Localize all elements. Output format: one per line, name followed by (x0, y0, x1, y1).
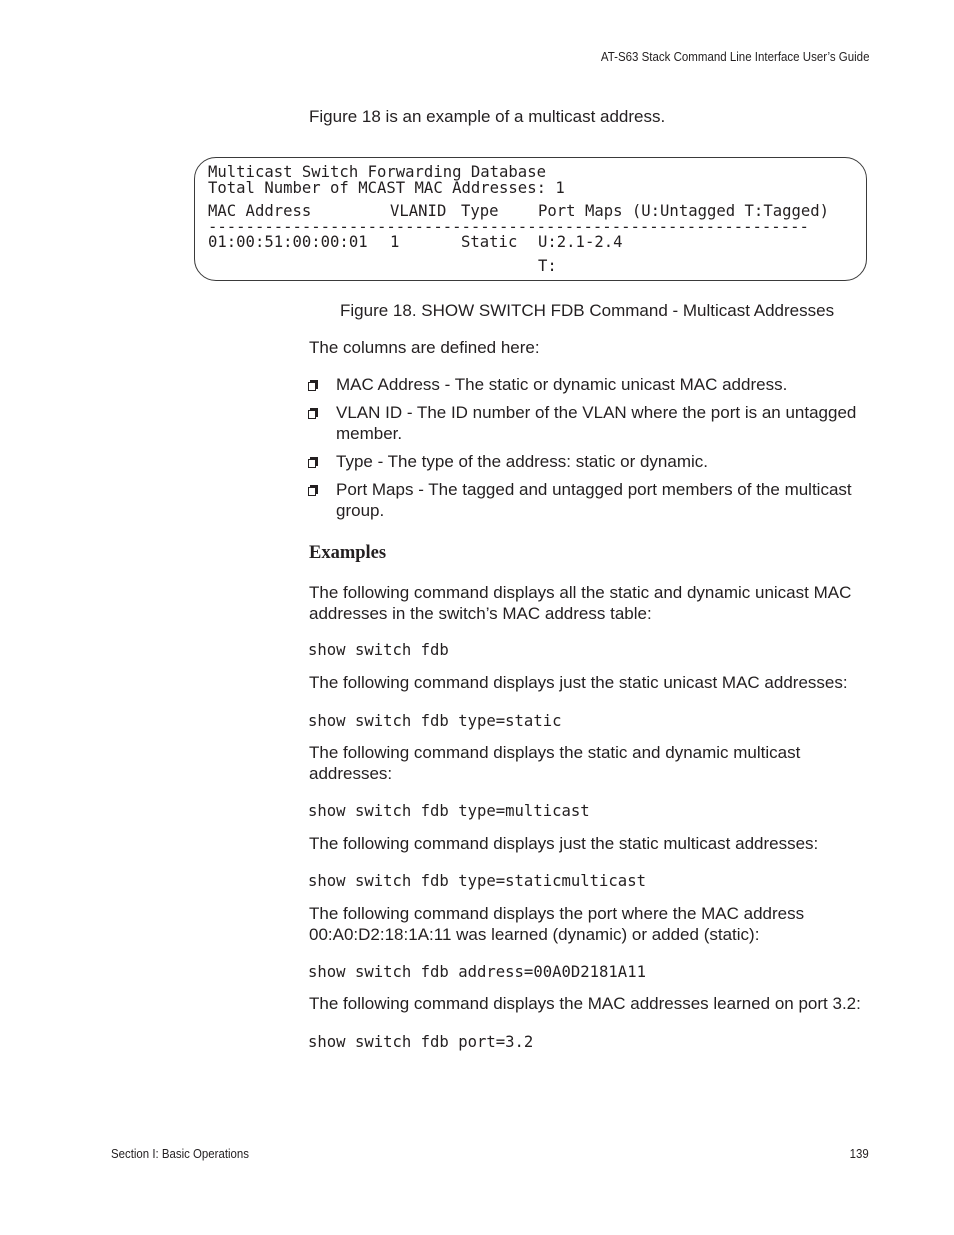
example-command: show switch fdb port=3.2 (308, 1032, 534, 1051)
cli-output-figure (194, 157, 867, 281)
running-header: AT-S63 Stack Command Line Interface User’s Guide (600, 49, 869, 64)
example-description: The following command displays the port where the MAC address 00:A0:D2:18:1A:11 was learned (dynamic) or added (static): (309, 904, 805, 944)
footer-section-title: Section I: Basic Operations (111, 1146, 249, 1161)
intro-text: Figure 18 is an example of a multicast address. (309, 107, 666, 126)
square-bullet-icon (308, 459, 316, 468)
column-header-port-maps: Port Maps (U:Untagged T:Tagged) (538, 201, 830, 220)
example-command: show switch fdb (308, 640, 449, 659)
row-port-maps-tagged: T: (538, 256, 557, 275)
example-description: The following command displays the static and dynamic multicast addresses: (309, 743, 801, 783)
square-bullet-icon (308, 382, 316, 391)
column-header-vlanid: VLANID (390, 201, 447, 220)
output-separator: ---------------------------------------------------------------- (208, 218, 809, 236)
example-description: The following command displays all the static and dynamic unicast MAC addresses in the switch’s MAC address table: (309, 583, 852, 623)
figure-caption: Figure 18. SHOW SWITCH FDB Command - Multicast Addresses (340, 301, 835, 320)
column-definition-item (308, 480, 876, 521)
column-definition-text: Type - The type of the address: static or dynamic. (336, 452, 708, 471)
example-command: show switch fdb type=multicast (308, 801, 590, 820)
row-mac-address: 01:00:51:00:00:01 (208, 232, 368, 251)
column-definition-item (308, 452, 876, 473)
column-definition-text: VLAN ID - The ID number of the VLAN where the port is an untagged member. (336, 403, 857, 443)
row-port-maps-untagged: U:2.1-2.4 (538, 232, 623, 251)
square-bullet-icon (308, 410, 316, 419)
column-header-mac-address: MAC Address (208, 201, 312, 220)
column-definition-text: MAC Address - The static or dynamic unicast MAC address. (336, 375, 788, 394)
row-vlanid: 1 (390, 232, 400, 251)
example-description: The following command displays just the static unicast MAC addresses: (309, 673, 848, 692)
example-command: show switch fdb type=static (308, 711, 562, 730)
examples-heading: Examples (309, 543, 387, 563)
column-definition-text: Port Maps - The tagged and untagged port members of the multicast group. (336, 480, 852, 520)
output-title-line: Multicast Switch Forwarding Database (208, 162, 546, 181)
page-number: 139 (849, 1146, 869, 1161)
columns-intro: The columns are defined here: (309, 338, 540, 357)
output-count-line: Total Number of MCAST MAC Addresses: 1 (208, 178, 565, 197)
column-definition-item (308, 403, 876, 444)
example-description: The following command displays just the static multicast addresses: (309, 834, 819, 853)
column-definition-item (308, 375, 876, 396)
example-description: The following command displays the MAC addresses learned on port 3.2: (309, 994, 861, 1013)
square-bullet-icon (308, 487, 316, 496)
column-header-type: Type (461, 201, 499, 220)
row-type: Static (461, 232, 518, 251)
example-command: show switch fdb type=staticmulticast (308, 871, 646, 890)
example-command: show switch fdb address=00A0D2181A11 (308, 962, 646, 981)
